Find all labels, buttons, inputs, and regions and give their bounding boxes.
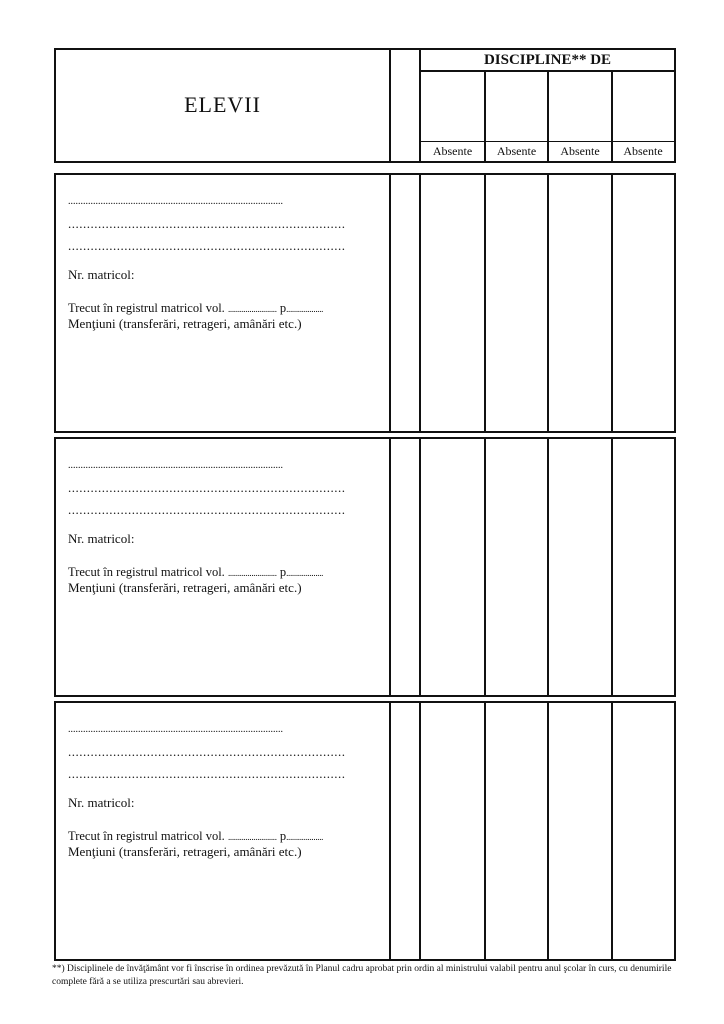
name-line[interactable]: .......................................................................... (68, 744, 346, 759)
registru-line (68, 829, 386, 844)
absence-label: Absente (496, 144, 537, 158)
registru-label: Trecut în registrul matricol vol. (68, 301, 225, 315)
column-divider (419, 703, 421, 959)
student-info (68, 191, 386, 332)
column-divider (419, 439, 421, 695)
registru-label: Trecut în registrul matricol vol. (68, 829, 225, 843)
registru-page-label: p (279, 301, 287, 315)
student-info (68, 719, 386, 860)
discipline-heading: DISCIPLINE** DE (421, 50, 674, 72)
student-block-2 (54, 437, 676, 697)
header-table (54, 48, 676, 163)
column-divider (389, 50, 391, 161)
registru-page-label: p (279, 829, 287, 843)
name-line[interactable]: .......................................................................... (68, 480, 346, 495)
registru-vol-field[interactable]: ......................... (227, 568, 277, 578)
registru-page-field[interactable]: ................... (286, 832, 324, 842)
column-divider (484, 175, 486, 431)
name-line[interactable]: .......................................................................... (68, 238, 346, 253)
name-line[interactable]: ...................................................................................... (68, 196, 283, 207)
student-info (68, 455, 386, 596)
registru-page-label: p (279, 565, 287, 579)
column-divider (389, 439, 391, 695)
column-divider (547, 439, 549, 695)
footnote: **) Disciplinele de învăţământ vor fi înscrise în ordinea prevăzută în Planul cadru aprobat prin ordin al ministrului valabil pentru anul şcolar în curs, cu denumirile complete fără a se utiliza prescurtări sau abrevieri. (52, 964, 672, 987)
matricol-label: Nr. matricol: (68, 531, 135, 546)
mentiuni-label: Menţiuni (transferări, retrageri, amânări etc.) (68, 844, 302, 859)
registru-line (68, 301, 386, 316)
registru-page-field[interactable]: ................... (286, 568, 324, 578)
name-line[interactable]: ...................................................................................... (68, 724, 283, 735)
name-line[interactable]: .......................................................................... (68, 216, 346, 231)
absence-label: Absente (623, 144, 663, 158)
student-block-1 (54, 173, 676, 433)
column-divider (484, 439, 486, 695)
matricol-label: Nr. matricol: (68, 795, 135, 810)
column-divider (611, 439, 613, 695)
column-divider (389, 175, 391, 431)
column-divider (611, 703, 613, 959)
column-divider (389, 703, 391, 959)
registru-line (68, 565, 386, 580)
name-line[interactable]: .......................................................................... (68, 502, 346, 517)
registru-page-field[interactable]: ................... (286, 304, 324, 314)
registru-vol-field[interactable]: ......................... (227, 832, 277, 842)
mentiuni-label: Menţiuni (transferări, retrageri, amânări etc.) (68, 580, 302, 595)
column-divider (484, 703, 486, 959)
name-line[interactable]: ...................................................................................... (68, 460, 283, 471)
name-line[interactable]: .......................................................................... (68, 766, 346, 781)
registru-label: Trecut în registrul matricol vol. (68, 565, 225, 579)
column-divider (547, 703, 549, 959)
column-divider (547, 175, 549, 431)
matricol-label: Nr. matricol: (68, 267, 135, 282)
student-block-3 (54, 701, 676, 961)
absence-label: Absente (560, 144, 600, 158)
students-heading: ELEVII (184, 92, 261, 117)
registru-vol-field[interactable]: ......................... (227, 304, 277, 314)
absence-label: Absente (432, 144, 473, 158)
mentiuni-label: Menţiuni (transferări, retrageri, amânări etc.) (68, 316, 302, 331)
column-divider (611, 175, 613, 431)
column-divider (419, 175, 421, 431)
